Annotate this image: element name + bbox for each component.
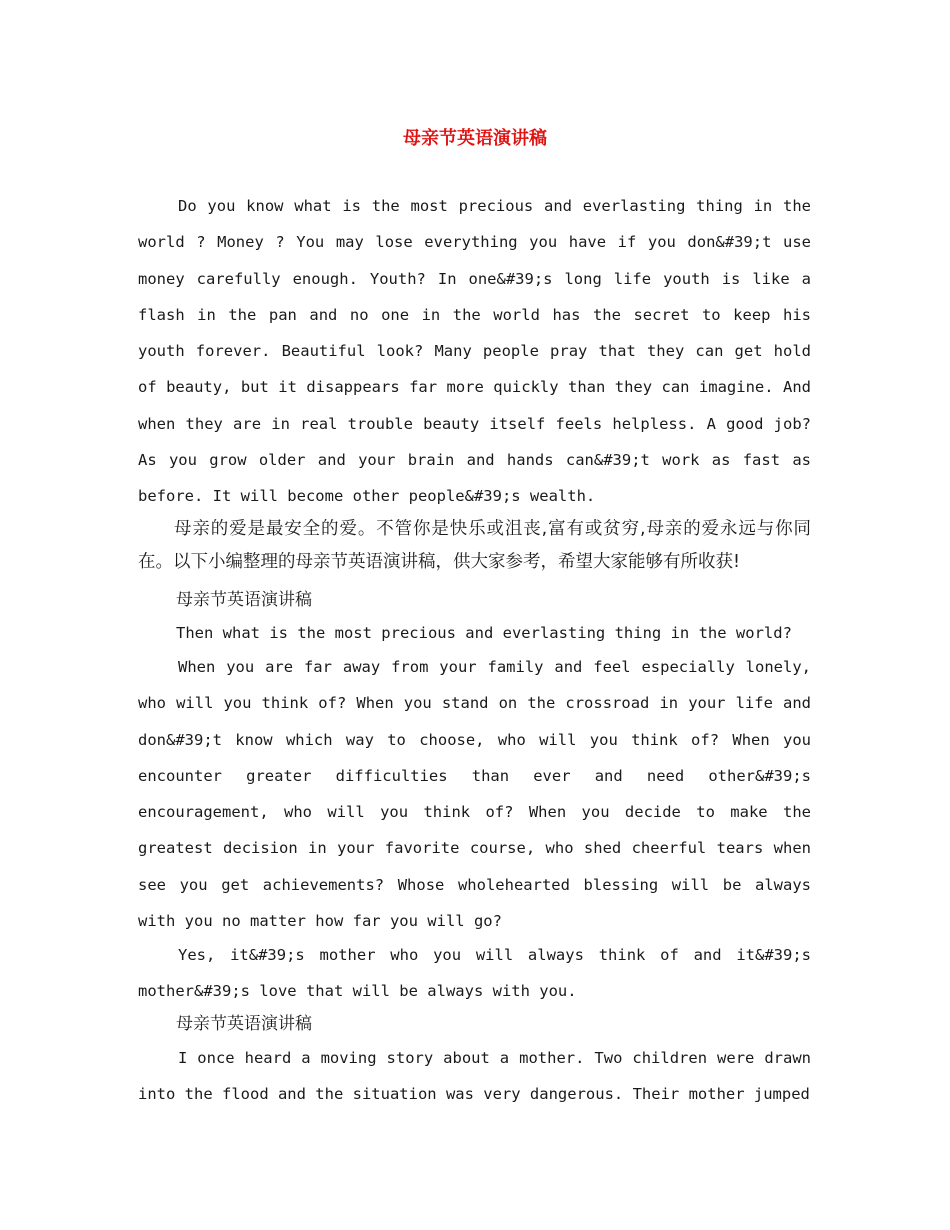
paragraph-who-will-you-think-of: When you are far away from your family and feel especially lonely, who will you think of? When you stand on the crossroad in your life and don&#39;t know which way to choose, who will you think of? When you encounter greater difficulties than ever and need other&#39;s encouragement, who will you think of? When you decide to make the greatest decision in your favorite course, who shed cheerful tears when see you get achievements? Whose wholehearted blessing will be always with you no matter how far you will go? xyxy=(138,658,811,931)
paragraph-question: Then what is the most precious and everlasting thing in the world? xyxy=(176,624,792,642)
document-title: 母亲节英语演讲稿 xyxy=(403,128,547,149)
paragraph-chinese-intro: 母亲的爱是最安全的爱。不管你是快乐或沮丧,富有或贫穷,母亲的爱永远与你同在。以下小编整理的母亲节英语演讲稿，供大家参考，希望大家能够有所收获! xyxy=(138,519,811,572)
section-heading-2: 母亲节英语演讲稿 xyxy=(176,1014,312,1034)
paragraph-mothers-love: Yes, it&#39;s mother who you will always think of and it&#39;s mother&#39;s love that will be always with you. xyxy=(138,946,811,1001)
paragraph-moving-story: I once heard a moving story about a mother. Two children were drawn into the flood and the situation was very dangerous. Their mother jumped xyxy=(138,1049,811,1104)
paragraph-intro: Do you know what is the most precious and everlasting thing in the world ? Money ? You may lose everything you have if you don&#39;t use money carefully enough. Youth? In one&#39;s long life youth is like a flash in the pan and no one in the world has the secret to keep his youth forever. Beautiful look? Many people pray that they can get hold of beauty, but it disappears far more quickly than they can imagine. And when they are in real trouble beauty itself feels helpless. A good job? As you grow older and your brain and hands can&#39;t work as fast as before. It will become other people&#39;s wealth. xyxy=(138,197,811,506)
section-heading-1: 母亲节英语演讲稿 xyxy=(176,590,312,610)
